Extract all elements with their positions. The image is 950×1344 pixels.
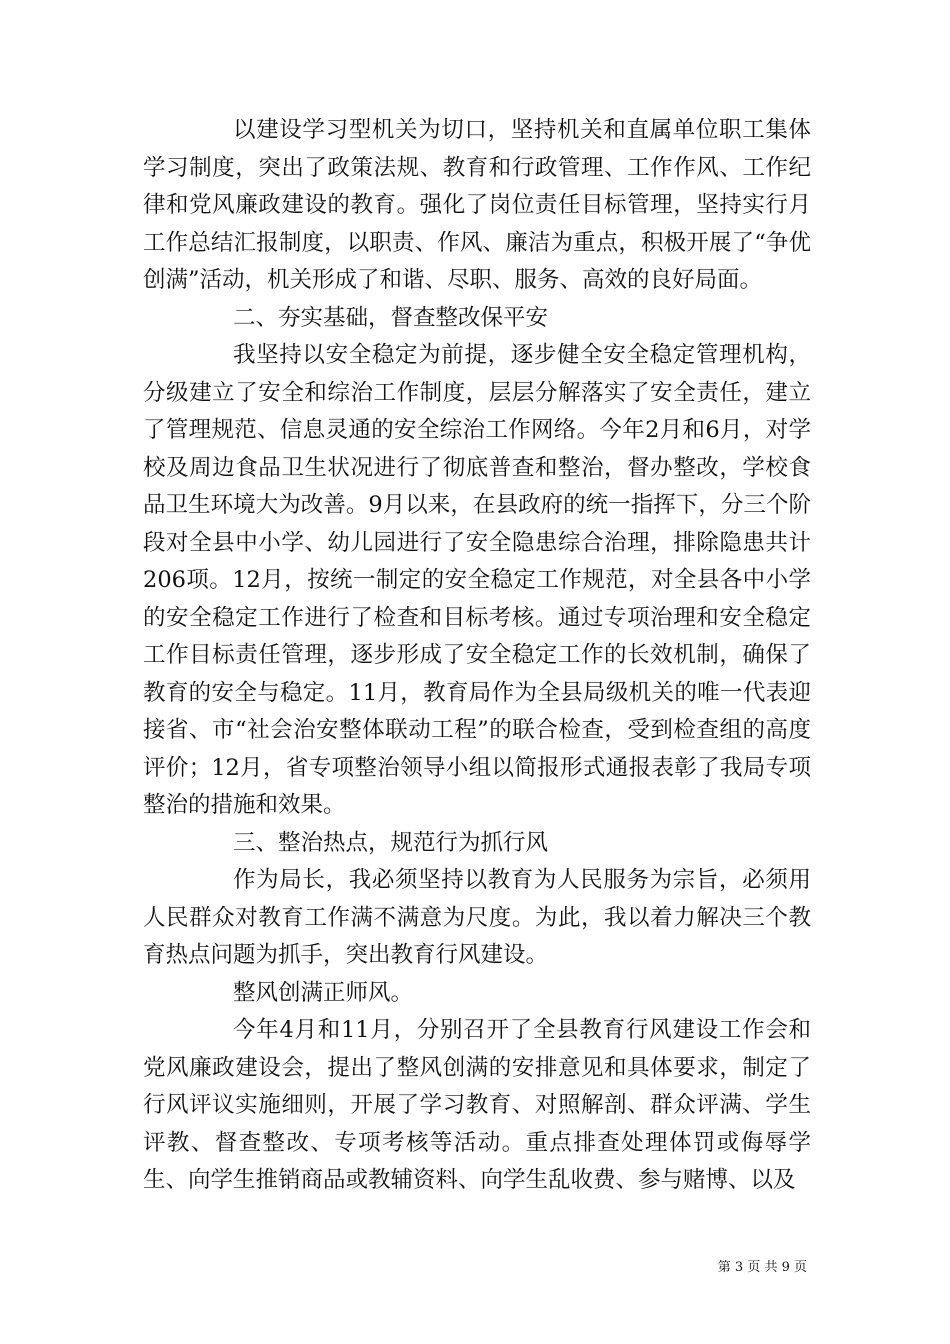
- paragraph-service-purpose: 作为局长，我必须坚持以教育为人民服务为宗旨，必须用人民群众对教育工作满不满意为尺度。为此，我以着力解决三个教育热点问题为抓手，突出教育行风建设。: [143, 867, 811, 968]
- page-number-footer: 第 3 页 共 9 页: [717, 1260, 807, 1275]
- paragraph-safety-stability: 我坚持以安全稳定为前提，逐步健全安全稳定管理机构，分级建立了安全和综治工作制度，层层分解落实了安全责任，建立了管理规范、信息灵通的安全综治工作网络。今年2月和6月，对学校及周边食品卫生状况进行了彻底普查和整治，督办整改，学校食品卫生环境大为改善。9月以来，在县政府的统一指挥下，分三个阶段对全县中小学、幼儿园进行了安全隐患综合治理，排除隐患共计206项。12月，按统一制定的安全稳定工作规范，对全县各中小学的安全稳定工作进行了检查和目标考核。通过专项治理和安全稳定工作目标责任管理，逐步形成了安全稳定工作的长效机制，确保了教育的安全与稳定。11月，教育局作为全县局级机关的唯一代表迎接省、市“社会治安整体联动工程”的联合检查，受到检查组的高度评价；12月，省专项整治领导小组以简报形式通报表彰了我局专项整治的措施和效果。: [143, 342, 811, 818]
- section-heading-conduct: 三、整治热点，规范行为抓行风: [233, 829, 549, 856]
- section-heading-safety: 二、夯实基础，督查整改保平安: [233, 304, 549, 331]
- paragraph-study-organization: 以建设学习型机关为切口，坚持机关和直属单位职工集体学习制度，突出了政策法规、教育和行政管理、工作作风、工作纪律和党风廉政建设的教育。强化了岗位责任目标管理，坚持实行月工作总结汇报制度，以职责、作风、廉洁为重点，积极开展了“争优创满”活动，机关形成了和谐、尽职、服务、高效的良好局面。: [143, 117, 811, 293]
- subheading-teacher-ethics: 整风创满正师风。: [233, 979, 414, 1006]
- document-body: [143, 112, 811, 1200]
- paragraph-rectification: 今年4月和11月，分别召开了全县教育行风建设工作会和党风廉政建设会，提出了整风创满的安排意见和具体要求，制定了行风评议实施细则，开展了学习教育、对照解剖、群众评满、学生评教、督查整改、专项考核等活动。重点排查处理体罚或侮辱学生、向学生推销商品或教辅资料、向学生乱收费、参与赌博、以及: [143, 1017, 811, 1193]
